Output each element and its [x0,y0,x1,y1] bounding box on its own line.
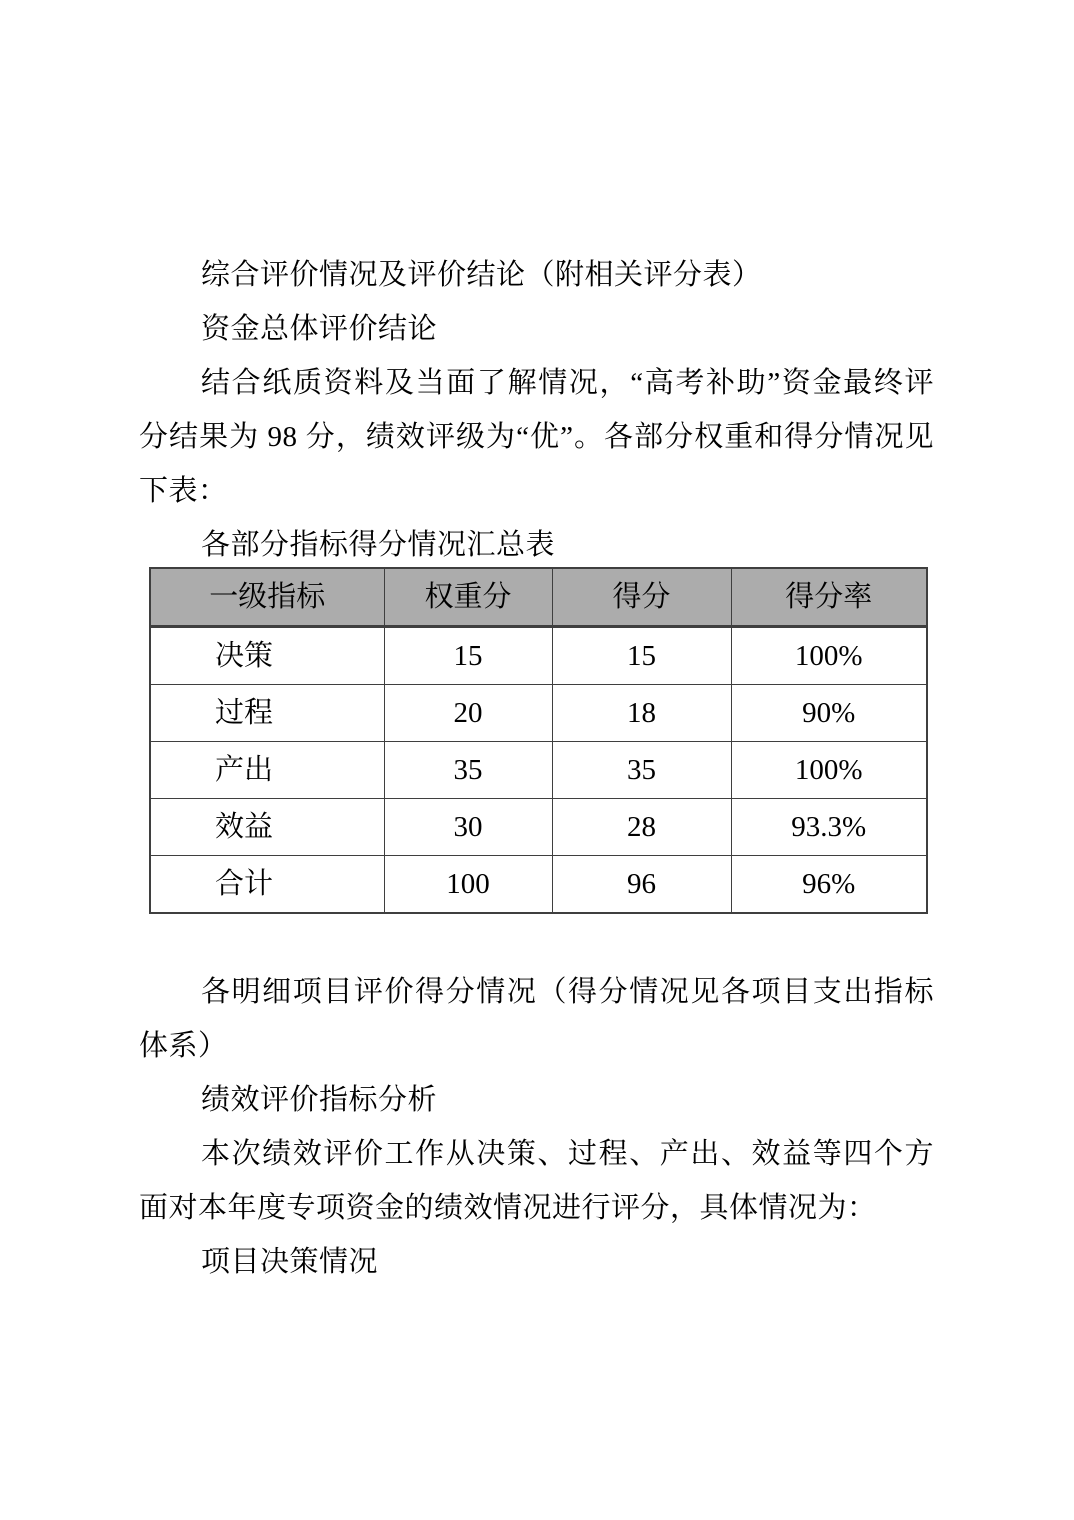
table-cell: 30 [384,799,552,856]
section-heading-indicator-analysis: 绩效评价指标分析 [201,1084,438,1116]
table-row [150,627,927,685]
table-cell: 效益 [150,799,384,856]
table-cell: 15 [384,627,552,685]
paragraph-indicator-intro: 本次绩效评价工作从决策、过程、产出、效益等四个方面对本年度专项资金的绩效情况进行评分，具体情况为： [139,1138,934,1224]
table-cell: 35 [552,742,731,799]
table-cell: 100% [731,742,927,799]
section-heading-fund-conclusion: 资金总体评价结论 [201,313,438,345]
table-cell: 93.3% [731,799,927,856]
table-row [150,742,927,799]
table-cell: 96% [731,856,927,914]
table-cell: 18 [552,685,731,742]
table-cell: 决策 [150,627,384,685]
table-row [150,799,927,856]
table-cell: 产出 [150,742,384,799]
table-row-total [150,856,927,914]
table-row [150,685,927,742]
section-heading-overall-evaluation: 综合评价情况及评价结论（附相关评分表） [201,259,762,291]
paragraph-detail-projects: 各明细项目评价得分情况（得分情况见各项目支出指标体系） [139,976,934,1062]
table-cell: 15 [552,627,731,685]
table-header-row [150,568,927,627]
score-summary-table [149,567,928,914]
table-cell: 100 [384,856,552,914]
column-header-indicator: 一级指标 [150,568,384,627]
table-cell: 96 [552,856,731,914]
table-cell: 100% [731,627,927,685]
table-cell: 合计 [150,856,384,914]
column-header-score: 得分 [552,568,731,627]
table-cell: 20 [384,685,552,742]
column-header-score-rate: 得分率 [731,568,927,627]
column-header-weight: 权重分 [384,568,552,627]
table-caption: 各部分指标得分情况汇总表 [201,529,556,561]
table-cell: 28 [552,799,731,856]
paragraph-fund-result: 结合纸质资料及当面了解情况，“高考补助”资金最终评分结果为 98 分，绩效评级为“优”。各部分权重和得分情况见下表： [139,367,934,507]
section-heading-project-decision: 项目决策情况 [201,1246,379,1278]
table-cell: 过程 [150,685,384,742]
table-cell: 90% [731,685,927,742]
table-cell: 35 [384,742,552,799]
